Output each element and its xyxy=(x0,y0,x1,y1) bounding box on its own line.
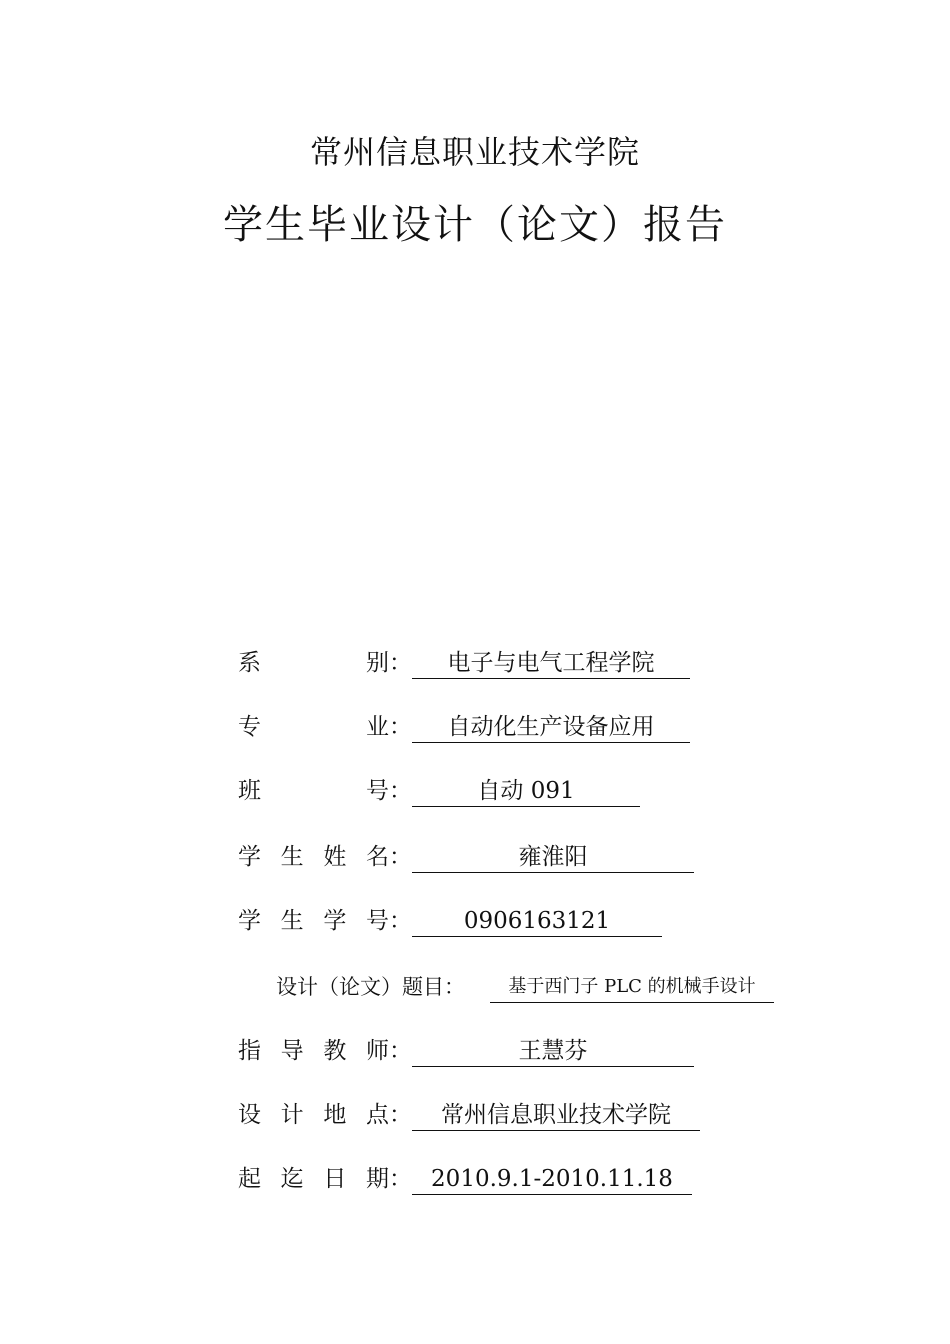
advisor-value: 王慧芬 xyxy=(412,1034,694,1067)
report-title: 学生毕业设计（论文）报告 xyxy=(223,202,727,248)
dates-value: 2010.9.1-2010.11.18 xyxy=(412,1162,692,1195)
student-name-label: 学 生 姓 名： xyxy=(238,844,412,870)
class-label: 班 号： xyxy=(238,778,412,804)
topic-label: 设计（论文）题目： xyxy=(276,975,465,999)
student-id-label: 学 生 学 号： xyxy=(238,908,412,934)
student-id-value: 0906163121 xyxy=(412,904,662,937)
department-value: 电子与电气工程学院 xyxy=(412,646,690,679)
major-label: 专 业： xyxy=(238,714,412,740)
advisor-label: 指 导 教 师： xyxy=(238,1038,412,1064)
location-label: 设 计 地 点： xyxy=(238,1102,412,1128)
department-label: 系 别： xyxy=(238,650,412,676)
location-value: 常州信息职业技术学院 xyxy=(412,1098,700,1131)
dates-label: 起 迄 日 期： xyxy=(238,1166,412,1192)
student-name-value: 雍淮阳 xyxy=(412,840,694,873)
topic-value: 基于西门子 PLC 的机械手设计 xyxy=(490,970,774,1003)
school-name: 常州信息职业技术学院 xyxy=(309,133,640,171)
major-value: 自动化生产设备应用 xyxy=(412,710,690,743)
class-value: 自动 091 xyxy=(412,774,640,807)
